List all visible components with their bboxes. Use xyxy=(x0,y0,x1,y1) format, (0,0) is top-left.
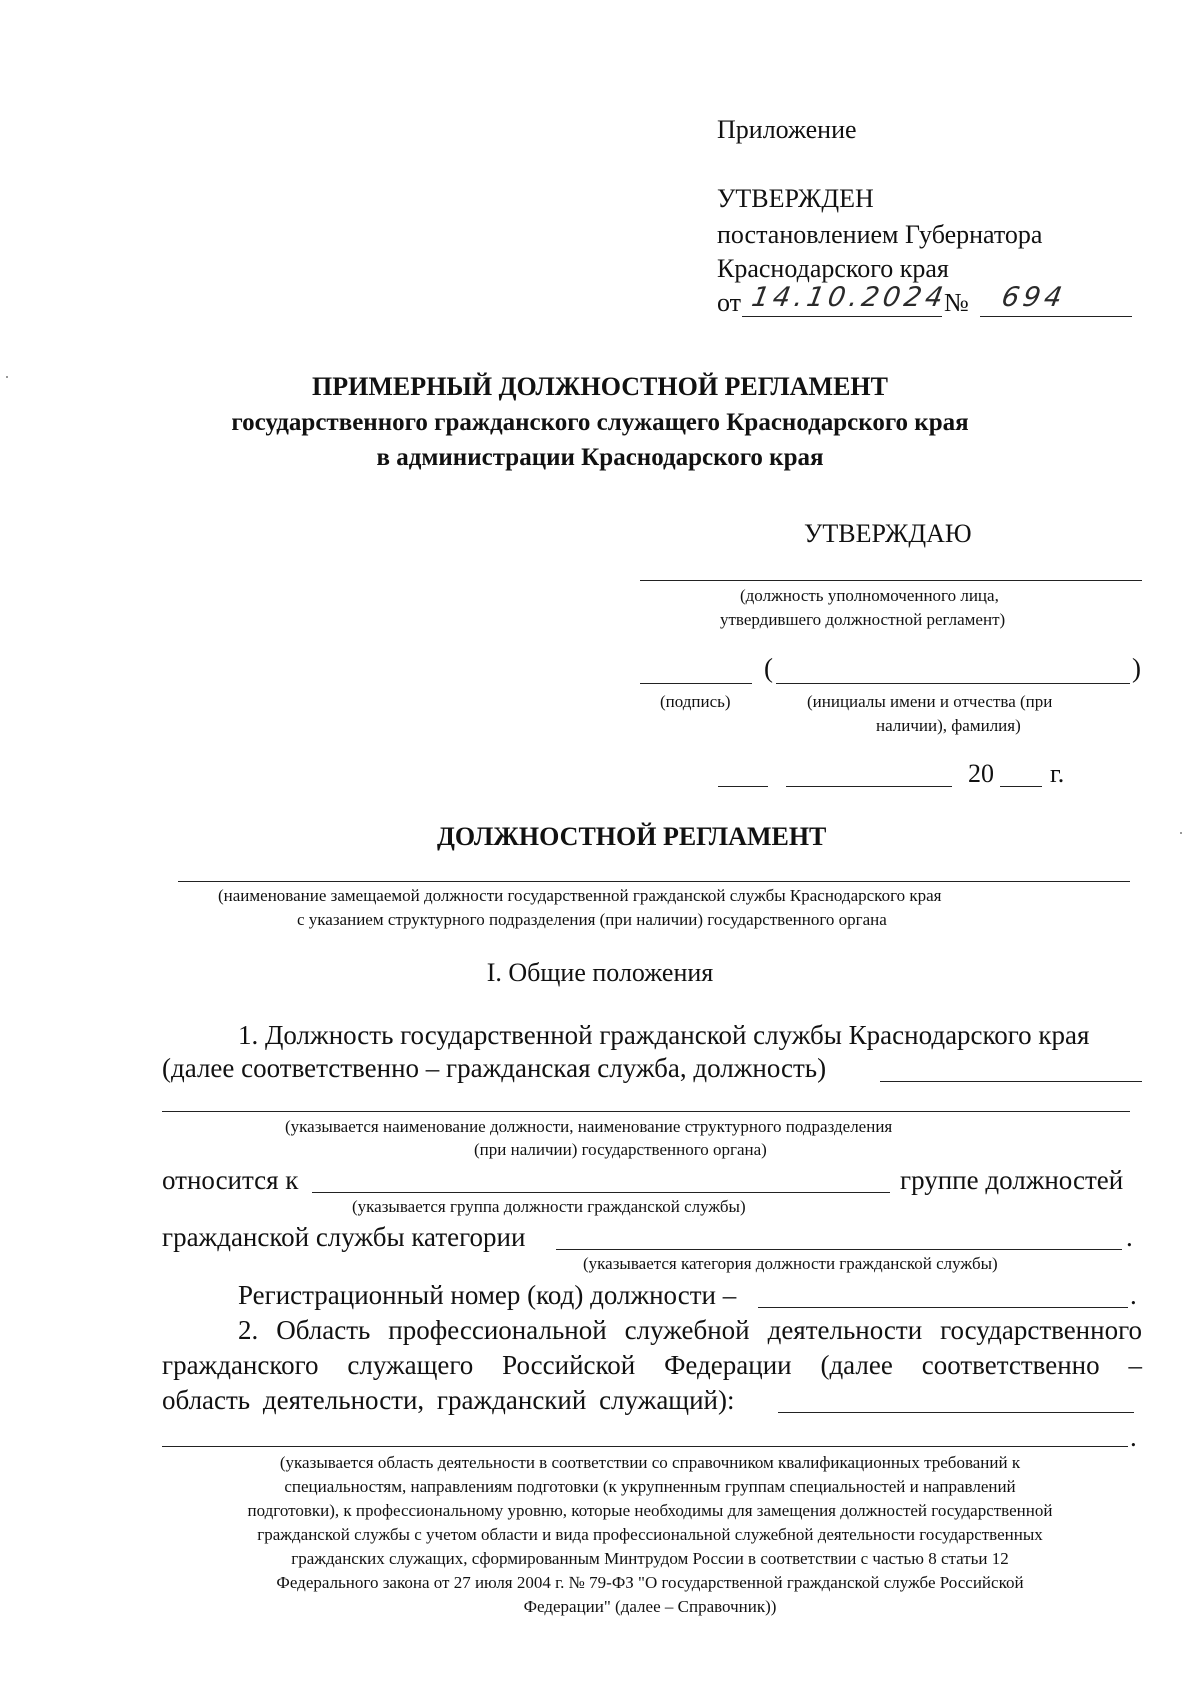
title-line3: в администрации Краснодарского края xyxy=(376,444,824,471)
p1-position-line2 xyxy=(162,1111,1130,1112)
signature-line xyxy=(640,683,752,684)
month-line xyxy=(786,786,952,787)
appendix-label: Приложение xyxy=(717,115,857,144)
section1-heading: I. Общие положения xyxy=(486,958,714,987)
signature-hint: (подпись) xyxy=(660,692,731,711)
category-label: гражданской службы категории xyxy=(162,1222,526,1252)
from-prefix: от xyxy=(717,288,742,317)
hint-category: (указывается категория должности гражданской службы) xyxy=(583,1254,998,1273)
regulation-position-line xyxy=(178,881,1130,882)
hint-area-line: Федерального закона от 27 июля 2004 г. № 79-ФЗ "О государственной гражданской службе Российской xyxy=(276,1573,1024,1592)
p2-word: служащего xyxy=(347,1350,474,1380)
p1-line2: (далее соответственно – гражданская служба, должность) xyxy=(162,1053,827,1083)
open-paren: ( xyxy=(764,653,773,683)
region-label: Краснодарского края xyxy=(717,254,949,283)
hint-group: (указывается группа должности гражданской службы) xyxy=(352,1197,746,1216)
p2-word: (далее xyxy=(820,1350,893,1380)
regulation-hint-line1: (наименование замещаемой должности государственной гражданской службы Краснодарского края xyxy=(218,886,942,905)
p2-line3: область деятельности, гражданский служащий): xyxy=(162,1385,735,1415)
hint-name-line2: (при наличии) государственного органа) xyxy=(474,1140,767,1159)
hint-area-line: (указывается область деятельности в соответствии со справочником квалификационных требований к xyxy=(279,1453,1021,1472)
p2-word: Российской xyxy=(502,1350,636,1380)
p1-position-line xyxy=(880,1081,1142,1082)
position-hint-line1: (должность уполномоченного лица, xyxy=(740,586,999,605)
hint-area xyxy=(150,1451,1150,1619)
reg-number-dot: . xyxy=(1130,1280,1137,1310)
regulation-hint-line2: с указанием структурного подразделения (при наличии) государственного органа xyxy=(297,910,887,929)
handwritten-date: 14.10.2024 xyxy=(749,282,950,313)
p2-word: соответственно xyxy=(921,1350,1100,1380)
approve-word: УТВЕРЖДАЮ xyxy=(804,519,972,548)
number-underline xyxy=(980,316,1132,317)
year-line xyxy=(1000,786,1042,787)
position-line xyxy=(640,580,1142,581)
category-dot: . xyxy=(1126,1222,1133,1252)
p2-word: Федерации xyxy=(664,1350,792,1380)
area-line2 xyxy=(162,1446,1128,1447)
hint-area-line: Федерации" (далее – Справочник)) xyxy=(523,1597,777,1616)
name-hint-line1: (инициалы имени и отчества (при xyxy=(807,692,1053,711)
reg-number-label: Регистрационный номер (код) должности – xyxy=(238,1280,737,1310)
year-prefix: 20 xyxy=(968,759,994,788)
belongs-to-label: относится к xyxy=(162,1165,299,1195)
hint-area-line: гражданской службы с учетом области и вида профессиональной служебной деятельности государственных xyxy=(257,1525,1043,1544)
regulation-title: ДОЛЖНОСТНОЙ РЕГЛАМЕНТ xyxy=(437,822,827,851)
hint-area-line: специальностям, направлениям подготовки (к укрупненным группам специальностей и направлений xyxy=(284,1477,1016,1496)
area-line xyxy=(778,1412,1134,1413)
approved-label: УТВЕРЖДЕН xyxy=(717,184,874,213)
title-line2: государственного гражданского служащего Краснодарского края xyxy=(231,409,969,436)
area-dot: . xyxy=(1130,1422,1137,1452)
name-line xyxy=(776,683,1130,684)
reg-number-line xyxy=(758,1307,1128,1308)
name-hint-line2: наличии), фамилия) xyxy=(876,716,1021,735)
date-underline xyxy=(742,316,942,317)
hint-area-line: гражданских служащих, сформированным Минтрудом России в соответствии с частью 8 статьи 12 xyxy=(291,1549,1009,1568)
decree-label: постановлением Губернатора xyxy=(717,220,1043,249)
p1-line1: 1. Должность государственной гражданской службы Краснодарского края xyxy=(238,1020,1090,1050)
group-of-positions-label: группе должностей xyxy=(900,1165,1124,1195)
hint-area-line: подготовки), к профессиональному уровню, которые необходимы для замещения должностей государственной xyxy=(247,1501,1053,1520)
handwritten-number: 694 xyxy=(999,282,1069,313)
number-sign: № xyxy=(944,288,969,317)
hint-name-line1: (указывается наименование должности, наименование структурного подразделения xyxy=(285,1117,893,1136)
group-line xyxy=(312,1192,890,1193)
position-hint-line2: утвердившего должностной регламент) xyxy=(720,610,1006,629)
year-suffix: г. xyxy=(1050,759,1065,788)
scan-speck xyxy=(1180,832,1182,834)
close-paren: ) xyxy=(1132,653,1141,683)
day-line xyxy=(718,786,768,787)
p2-word: – xyxy=(1128,1350,1142,1380)
scan-speck xyxy=(6,376,8,378)
p2-word: гражданского xyxy=(162,1350,319,1380)
category-line xyxy=(556,1249,1122,1250)
title-line1: ПРИМЕРНЫЙ ДОЛЖНОСТНОЙ РЕГЛАМЕНТ xyxy=(312,372,888,401)
p2-line1: 2. Область профессиональной служебной деятельности государственного xyxy=(238,1315,1142,1345)
p2-line2 xyxy=(162,1350,1142,1381)
